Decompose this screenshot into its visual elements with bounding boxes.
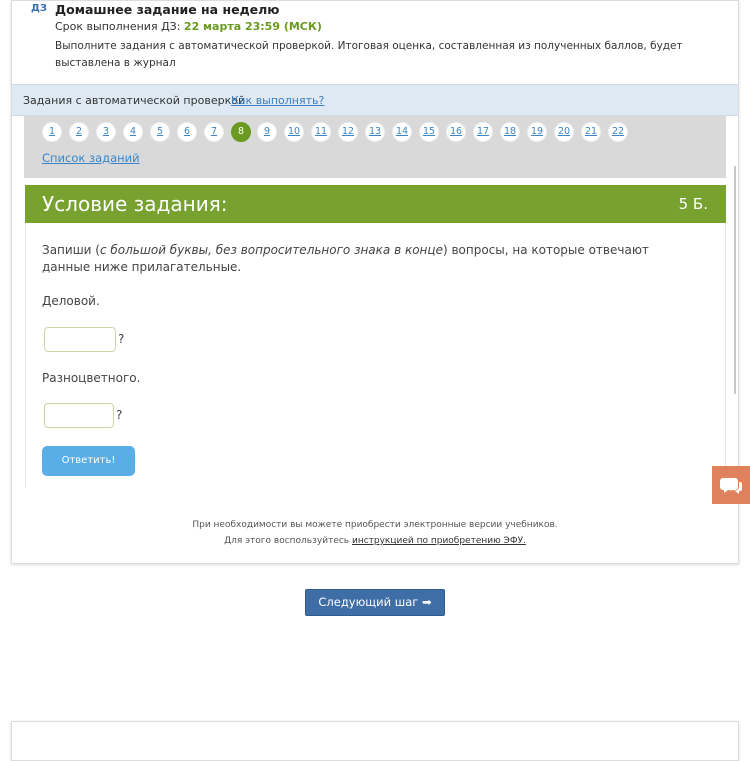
task-pill-16[interactable]: 16 xyxy=(446,122,466,142)
condition-header xyxy=(25,185,726,223)
task-pill-19[interactable]: 19 xyxy=(527,122,547,142)
task-pill-4[interactable]: 4 xyxy=(123,122,143,142)
task-pill-15[interactable]: 15 xyxy=(419,122,439,142)
question-prefix: Запиши ( xyxy=(42,243,100,257)
question-suffix: ) вопросы, на которые отвечают данные ниже прилагательные. xyxy=(42,243,649,274)
task-pill-3[interactable]: 3 xyxy=(96,122,116,142)
task-list-link[interactable]: Список заданий xyxy=(42,151,140,165)
task-pill-5[interactable]: 5 xyxy=(150,122,170,142)
efu-instructions-link[interactable]: инструкцией по приобретению ЭФУ. xyxy=(351,536,526,546)
next-step-button[interactable]: Следующий шаг ➡ xyxy=(305,589,445,616)
task-pill-22[interactable]: 22 xyxy=(608,122,628,142)
task-pill-10[interactable]: 10 xyxy=(284,122,304,142)
deadline-label: Срок выполнения ДЗ: xyxy=(55,20,184,33)
task-pill-8[interactable]: 8 xyxy=(231,122,251,142)
task-pill-9[interactable]: 9 xyxy=(257,122,277,142)
task-pill-13[interactable]: 13 xyxy=(365,122,385,142)
answer-button[interactable]: Ответить! xyxy=(42,446,135,476)
question-mark-1: ? xyxy=(118,332,125,346)
footer-line-2 xyxy=(12,536,738,546)
question-mark-2: ? xyxy=(116,408,123,422)
next-card xyxy=(11,721,739,761)
question-italic: с большой буквы, без вопросительного знака в конце xyxy=(99,243,443,257)
chat-bubbles-icon xyxy=(712,466,750,504)
task-pill-18[interactable]: 18 xyxy=(500,122,520,142)
task-pill-21[interactable]: 21 xyxy=(581,122,601,142)
chat-button[interactable] xyxy=(712,466,750,504)
word-1: Деловой. xyxy=(42,294,100,308)
task-pill-2[interactable]: 2 xyxy=(69,122,89,142)
homework-deadline xyxy=(55,20,322,33)
condition-points: 5 Б. xyxy=(678,195,708,213)
condition-title: Условие задания: xyxy=(42,192,228,216)
task-pill-6[interactable]: 6 xyxy=(177,122,197,142)
question-text xyxy=(42,242,692,276)
homework-tag: ДЗ xyxy=(31,3,48,14)
scrollbar[interactable] xyxy=(734,166,736,394)
footer-line-1: При необходимости вы можете приобрести электронные версии учебников. xyxy=(192,520,558,530)
auto-check-label: Задания с автоматической проверкой xyxy=(23,94,246,107)
answer-input-1[interactable] xyxy=(44,327,116,352)
footer-line-2-prefix: Для этого воспользуйтесь xyxy=(224,536,352,546)
auto-check-bar xyxy=(12,84,738,116)
deadline-date: 22 марта 23:59 (МСК) xyxy=(183,20,322,33)
how-to-link[interactable]: Как выполнять? xyxy=(231,94,325,107)
task-pill-7[interactable]: 7 xyxy=(204,122,224,142)
task-pill-12[interactable]: 12 xyxy=(338,122,358,142)
task-pill-17[interactable]: 17 xyxy=(473,122,493,142)
task-pill-11[interactable]: 11 xyxy=(311,122,331,142)
answer-input-2[interactable] xyxy=(44,403,114,428)
homework-description: Выполните задания с автоматической проверкой. Итоговая оценка, составленная из полученных баллов, будет выставлена в журнал xyxy=(55,40,683,69)
task-pill-14[interactable]: 14 xyxy=(392,122,412,142)
task-pill-1[interactable]: 1 xyxy=(42,122,62,142)
word-2: Разноцветного. xyxy=(42,371,141,385)
homework-title: Домашнее задание на неделю xyxy=(55,2,280,17)
task-pill-20[interactable]: 20 xyxy=(554,122,574,142)
